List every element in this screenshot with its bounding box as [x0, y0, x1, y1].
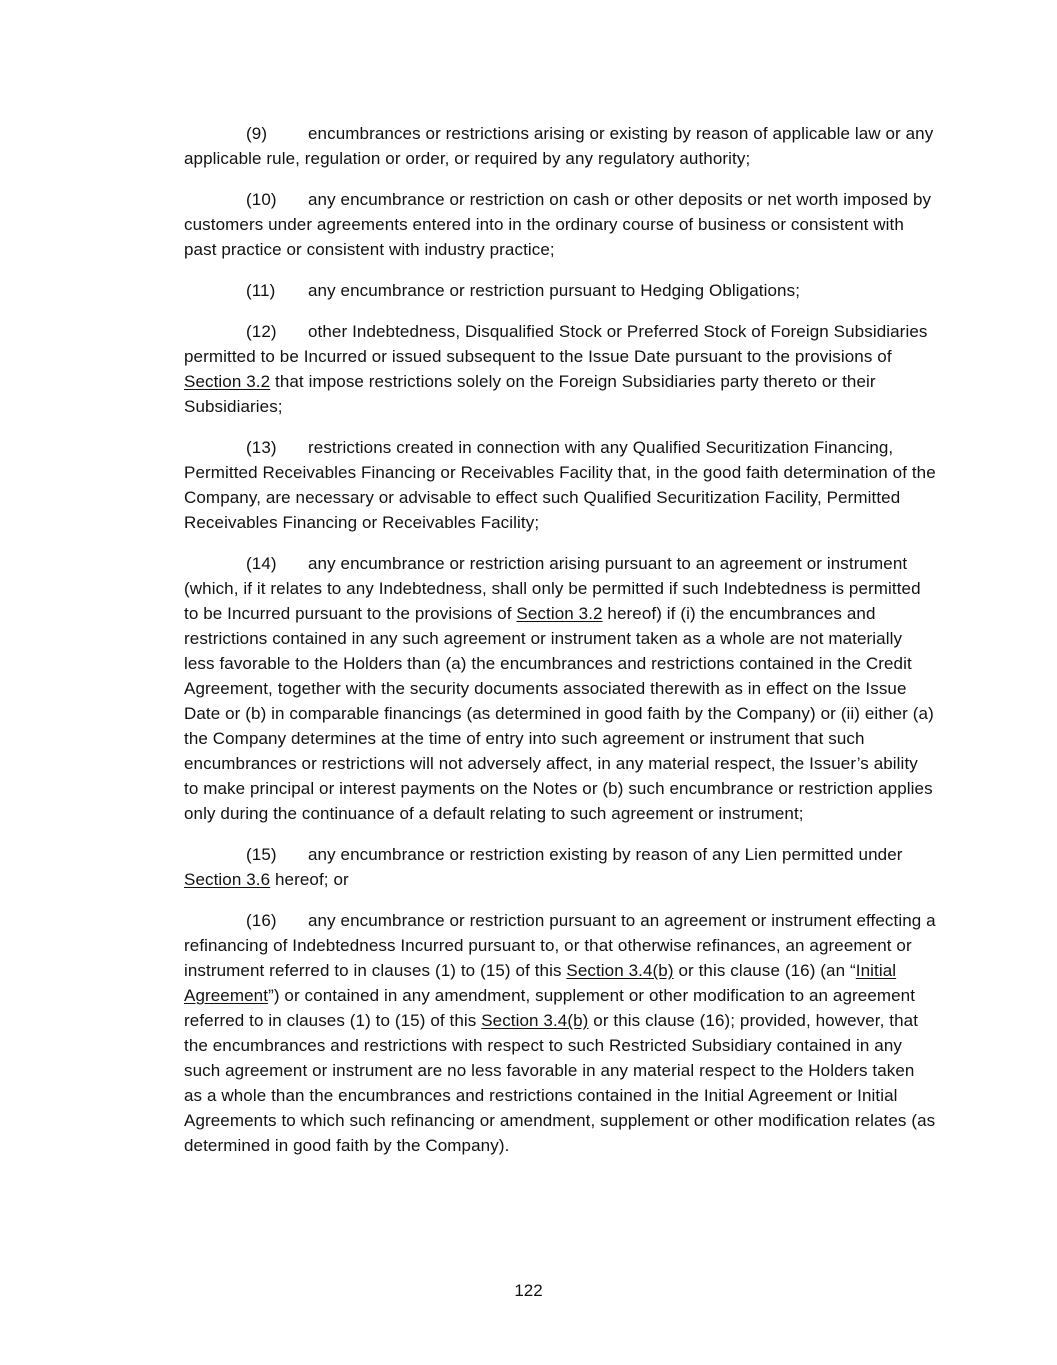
paragraph-clause-15: [184, 842, 936, 892]
defined-term-initial-agreement: Initial Agreement: [184, 961, 897, 1005]
clause-number: (15): [246, 845, 277, 864]
clause-text: or this clause (16); provided, however, that the encumbrances and restrictions with respect to such Restricted Subsidiary contained in any such agreement or instrument are no less favorable in any material respect to the Holders taken as a whole than the encumbrances and restrictions contained in the Initial Agreement or Initial Agreements to which such refinancing or amendment, supplement or other modification relates (as determined in good faith by the Company).: [184, 1011, 936, 1155]
paragraph-clause-9: [184, 121, 936, 171]
clause-text: any encumbrance or restriction arising pursuant to an agreement or instrument (which, if it relates to any Indebtedness, shall only be permitted if such Indebtedness is permitted to be Incurred pursuant to the provisions of: [184, 554, 921, 623]
clause-text: hereof; or: [270, 870, 349, 889]
clause-lead: [184, 187, 308, 212]
clause-number: (11): [246, 281, 276, 300]
clause-text: ”) or contained in any amendment, supplement or other modification to an agreement referred to in clauses (1) to (15) of this: [184, 986, 916, 1030]
section-reference-3-2: Section 3.2: [516, 604, 603, 623]
paragraph-clause-13: [184, 435, 936, 535]
clause-lead: [184, 435, 308, 460]
clause-lead: [184, 278, 308, 303]
section-reference-3-2: Section 3.2: [184, 372, 271, 391]
clause-lead: [184, 319, 308, 344]
document-body: [184, 121, 936, 1174]
clause-number: (14): [246, 554, 277, 573]
page-footer: [0, 1278, 1057, 1303]
clause-lead: [184, 908, 308, 933]
clause-text: any encumbrance or restriction existing by reason of any Lien permitted under: [308, 845, 903, 864]
clause-text: encumbrances or restrictions arising or existing by reason of applicable law or any applicable rule, regulation or order, or required by any regulatory authority;: [184, 124, 934, 168]
section-reference-3-4b: Section 3.4(b): [566, 961, 674, 980]
section-reference-3-6: Section 3.6: [184, 870, 271, 889]
clause-text: other Indebtedness, Disqualified Stock or Preferred Stock of Foreign Subsidiaries permitted to be Incurred or issued subsequent to the Issue Date pursuant to the provisions of: [184, 322, 928, 366]
section-reference-3-4b: Section 3.4(b): [481, 1011, 589, 1030]
clause-text: restrictions created in connection with any Qualified Securitization Financing, Permitted Receivables Financing or Receivables Facility that, in the good faith determination of the Company, are necessary or advisable to effect such Qualified Securitization Facility, Permitted Receivables Financing or Receivables Facility;: [184, 438, 936, 532]
clause-lead: [184, 842, 308, 867]
clause-number: (13): [246, 438, 277, 457]
clause-text: hereof) if (i) the encumbrances and restrictions contained in any such agreement or instrument taken as a whole are not materially less favorable to the Holders than (a) the encumbrances and restrictions contained in the Credit Agreement, together with the security documents associated therewith as in effect on the Issue Date or (b) in comparable financings (as determined in good faith by the Company) or (ii) either (a) the Company determines at the time of entry into such agreement or instrument that such encumbrances or restrictions will not adversely affect, in any material respect, the Issuer’s ability to make principal or interest payments on the Notes or (b) such encumbrance or restriction applies only during the continuance of a default relating to such agreement or instrument;: [184, 604, 934, 823]
clause-number: (12): [246, 322, 277, 341]
clause-number: (16): [246, 911, 277, 930]
paragraph-clause-11: [184, 278, 936, 303]
clause-text: or this clause (16) (an “: [673, 961, 856, 980]
clause-text: any encumbrance or restriction pursuant to an agreement or instrument effecting a refinancing of Indebtedness Incurred pursuant to, or that otherwise refinances, an agreement or instrument referred to in clauses (1) to (15) of this: [184, 911, 936, 980]
clause-text: that impose restrictions solely on the Foreign Subsidiaries party thereto or their Subsidiaries;: [184, 372, 876, 416]
page-number: 122: [514, 1281, 543, 1300]
clause-number: (10): [246, 190, 277, 209]
clause-text: any encumbrance or restriction on cash or other deposits or net worth imposed by customers under agreements entered into in the ordinary course of business or consistent with past practice or consistent with industry practice;: [184, 190, 932, 259]
paragraph-clause-14: [184, 551, 936, 826]
clause-lead: [184, 121, 308, 146]
paragraph-clause-16: [184, 908, 936, 1158]
clause-number: (9): [246, 124, 268, 143]
paragraph-clause-10: [184, 187, 936, 262]
clause-text: any encumbrance or restriction pursuant to Hedging Obligations;: [308, 281, 801, 300]
paragraph-clause-12: [184, 319, 936, 419]
clause-lead: [184, 551, 308, 576]
